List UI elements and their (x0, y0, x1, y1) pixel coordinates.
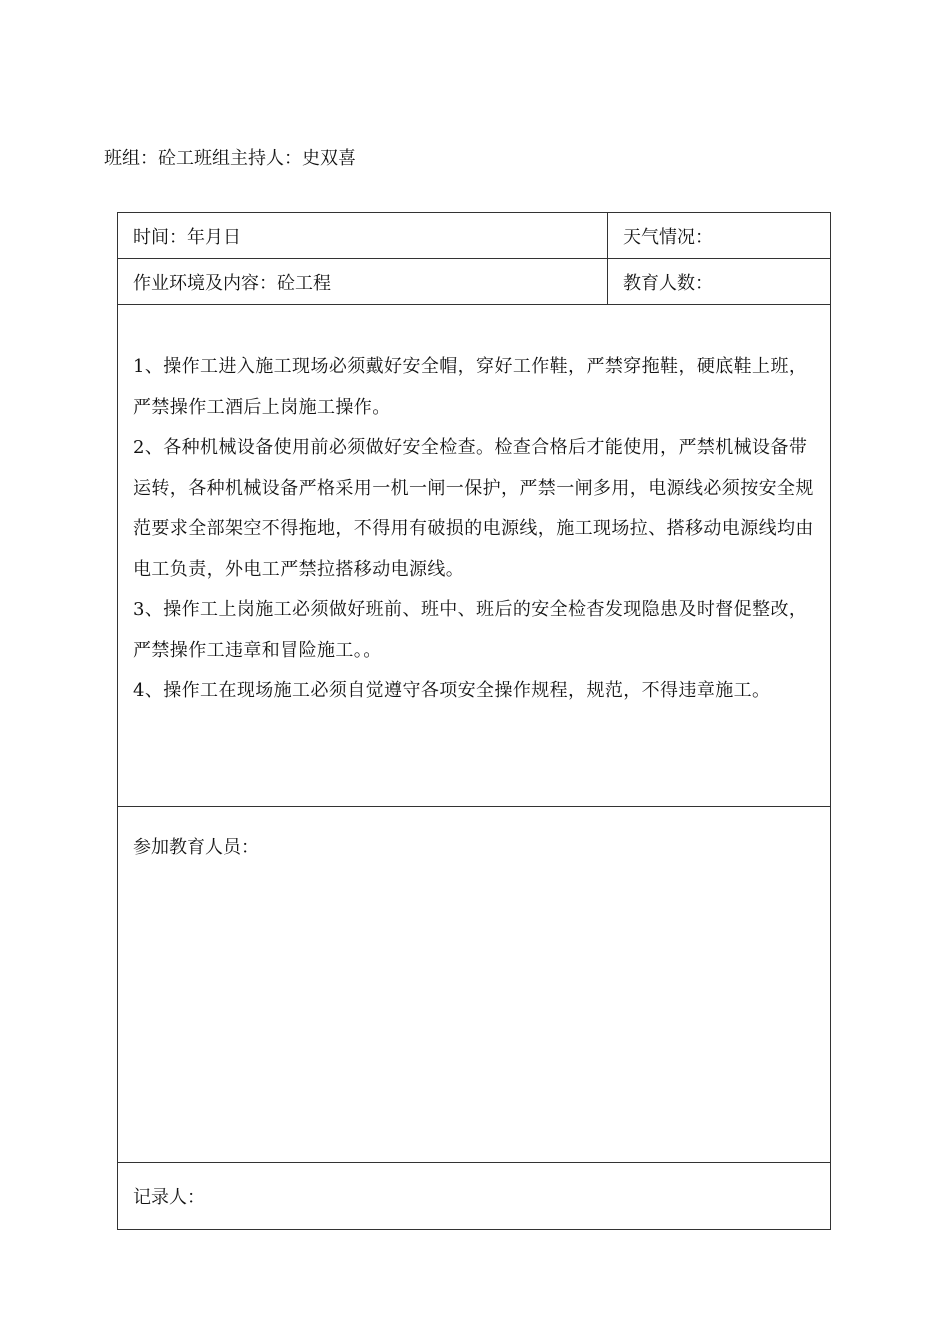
row-recorder (118, 1163, 831, 1230)
weather-cell: 天气情况： (608, 213, 831, 259)
education-record-table (117, 212, 831, 1230)
row-participants (118, 807, 831, 1163)
recorder-cell: 记录人： (118, 1163, 831, 1230)
row-content (118, 305, 831, 807)
content-paragraph-1: 1、操作工进入施工现场必须戴好安全帽，穿好工作鞋，严禁穿拖鞋，硬底鞋上班，严禁操作工酒后上岗施工操作。 (133, 356, 808, 418)
content-cell (118, 305, 831, 807)
content-paragraph-4: 4、操作工在现场施工必须自觉遵守各项安全操作规程，规范，不得违章施工。 (133, 680, 771, 701)
participants-cell: 参加教育人员： (118, 807, 831, 1163)
time-cell: 时间：年月日 (118, 213, 608, 259)
content-paragraph-3: 3、操作工上岗施工必须做好班前、班中、班后的安全检杳发现隐患及时督促整改，严禁操作工违章和冒险施工。。 (133, 599, 808, 661)
environment-cell: 作业环境及内容：砼工程 (118, 259, 608, 305)
row-environment-count (118, 259, 831, 305)
content-paragraph-2: 2、各种机械设备使用前必须做好安全检查。检查合格后才能使用，严禁机械设备带运转，各种机械设备严格采用一机一闸一保护，严禁一闸多用，电源线必须按安全规范要求全部架空不得拖地，不得用有破损的电源线，施工现场拉、搭移动电源线均由电工负责，外电工严禁拉搭移动电源线。 (133, 437, 814, 580)
education-count-cell: 教育人数： (608, 259, 831, 305)
header-line: 班组：砼工班组主持人：史双喜 (104, 148, 356, 169)
row-time-weather (118, 213, 831, 259)
